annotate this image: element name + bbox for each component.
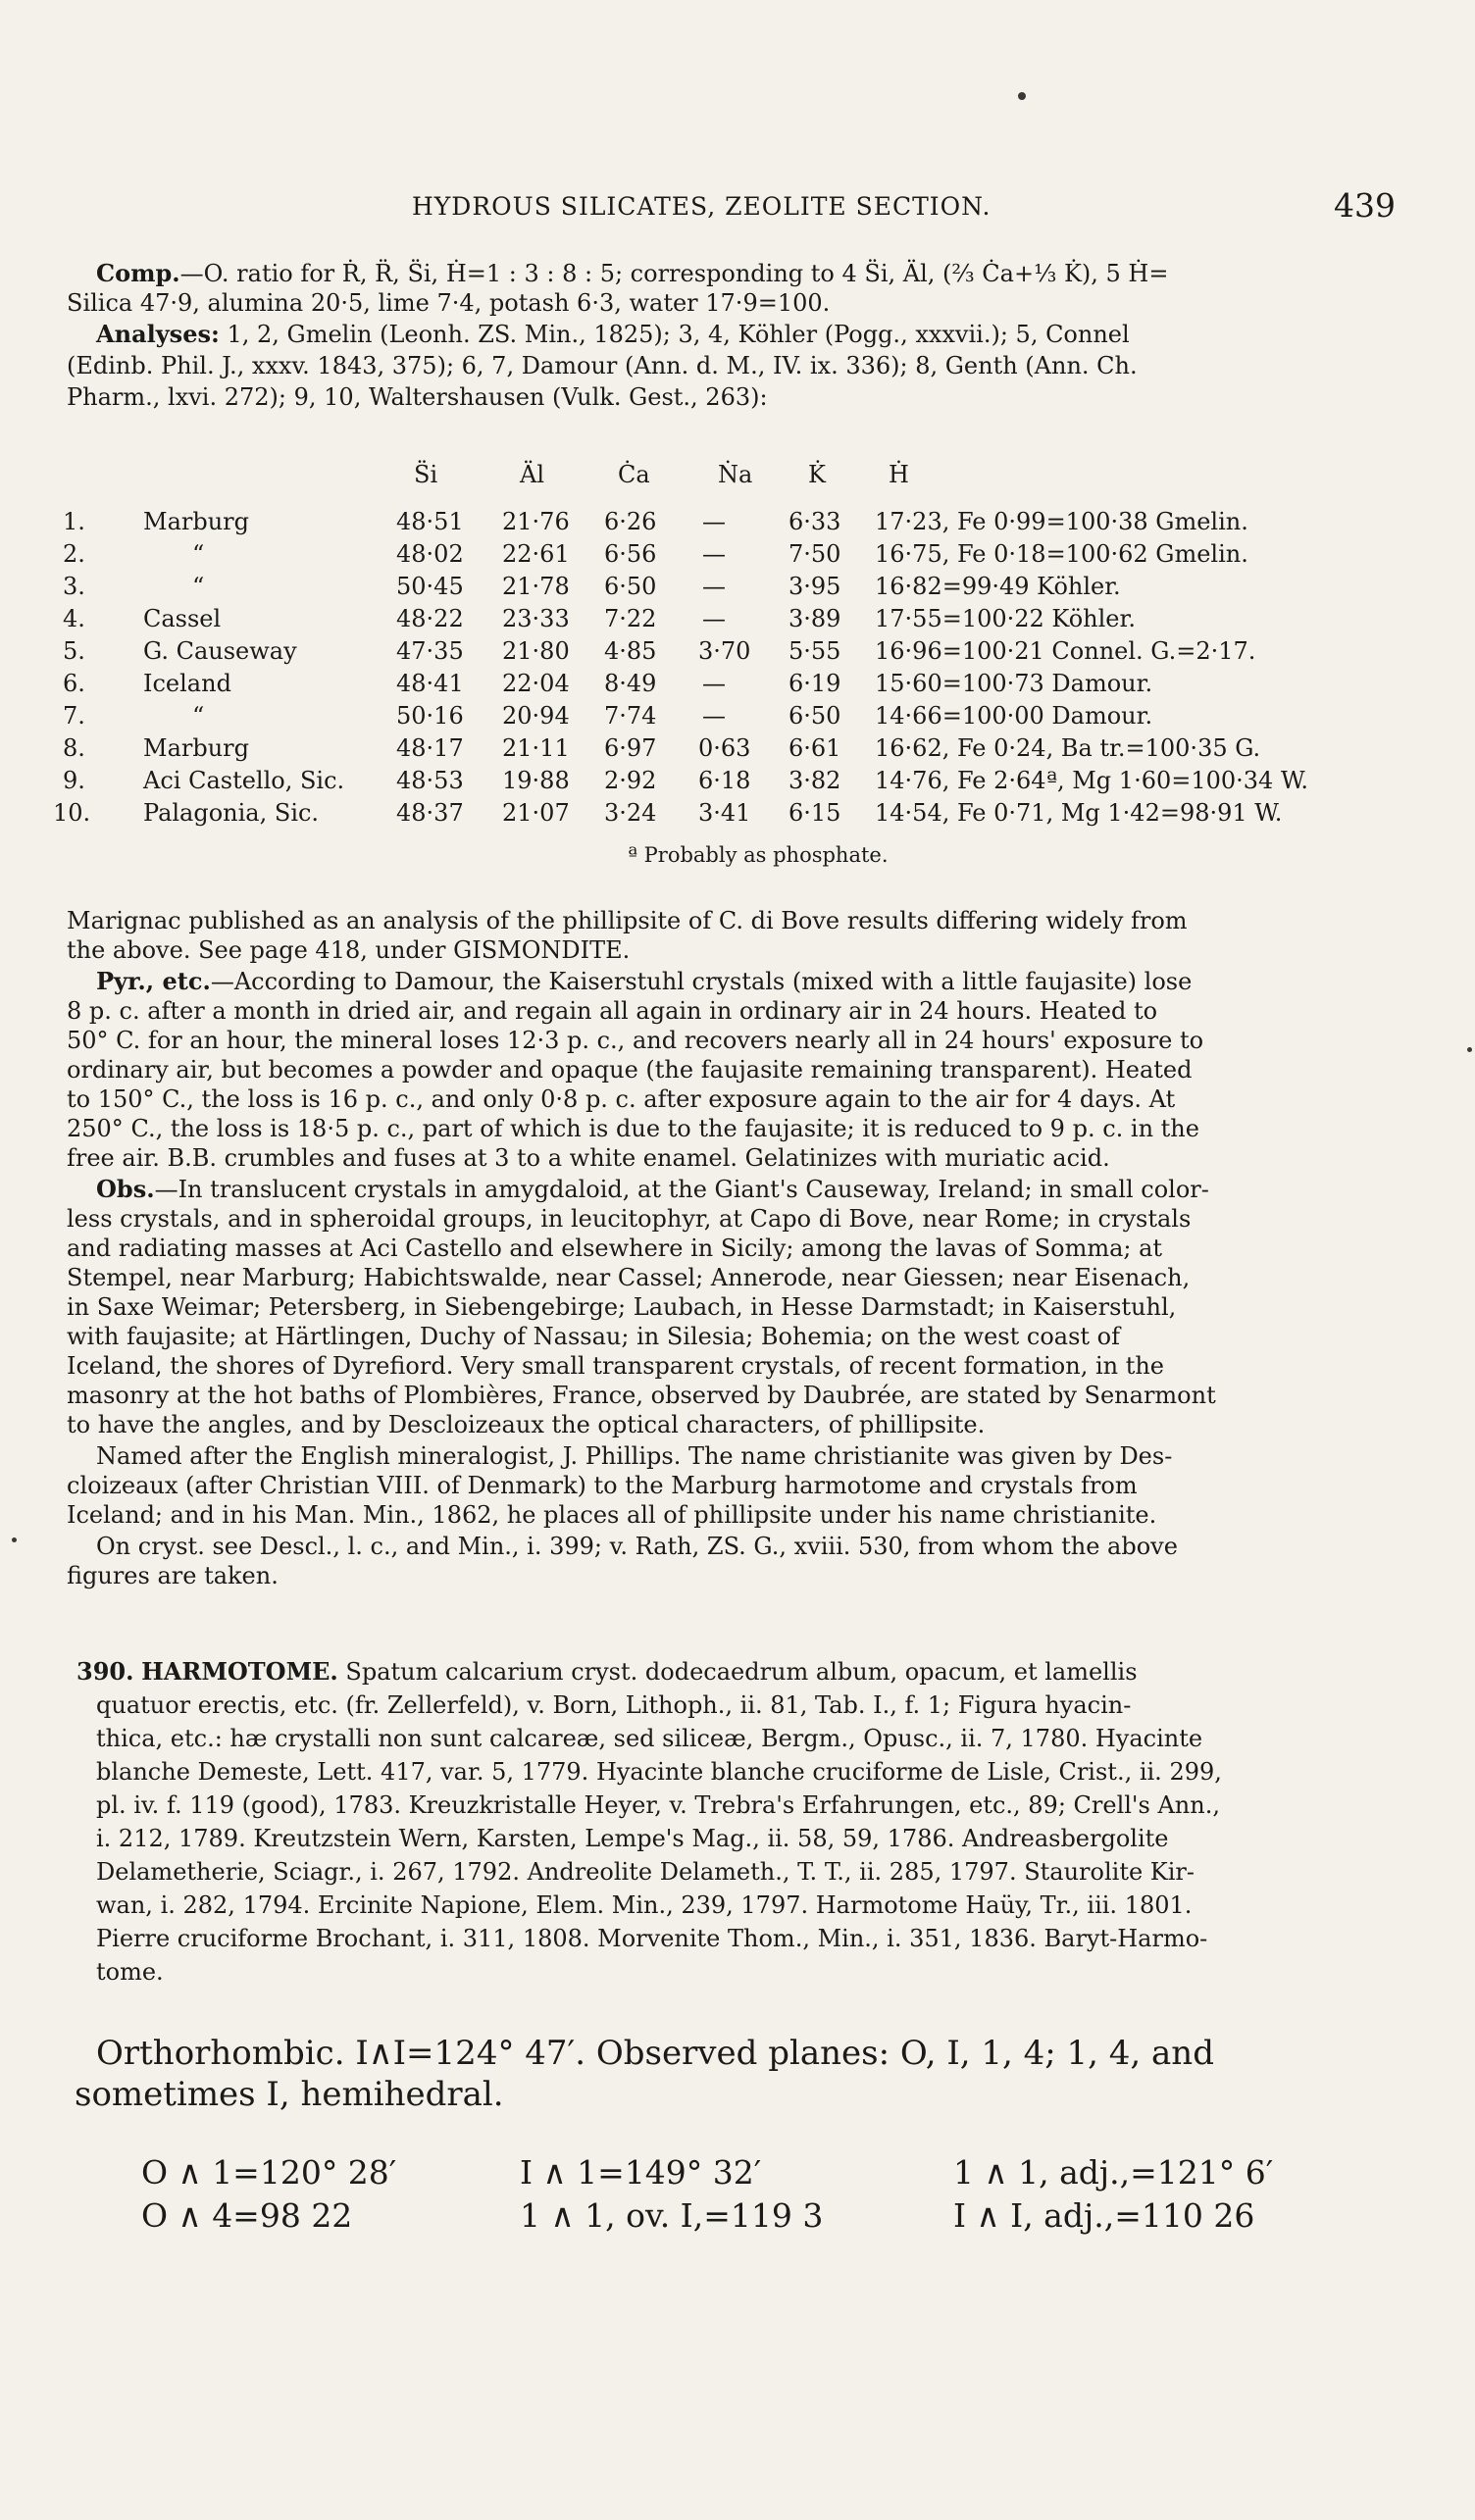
angle-value: 1 ∧ 1, ov. I,=119 3 <box>520 2196 824 2235</box>
pyr-line-7: free air. B.B. crumbles and fuses at 3 to a white enamel. Gelatinizes with muriatic acid. <box>67 1144 1110 1172</box>
harmotome-line-4: blanche Demeste, Lett. 417, var. 5, 1779. Hyacinte blanche cruciforme de Lisle, Crist., ii. 299, <box>96 1758 1222 1786</box>
running-title: HYDROUS SILICATES, ZEOLITE SECTION. <box>412 192 992 221</box>
pyr-line-2: 8 p. c. after a month in dried air, and regain all again in ordinary air in 24 hours. Heated to <box>67 997 1158 1025</box>
ink-speck <box>1467 1047 1472 1052</box>
obs-line-4: Stempel, near Marburg; Habichtswalde, near Cassel; Annerode, near Giessen; near Eisenach, <box>67 1264 1191 1291</box>
comp-line-1: Comp.—O. ratio for Ṙ, R̈, S̈i, Ḣ=1 : 3 : 8 : 5; corresponding to 4 S̈i, Äl, (⅔ Ċa+⅓ K̇), 5 Ḣ= <box>96 259 1169 287</box>
page-number: 439 <box>1334 186 1396 225</box>
comp-line-2: Silica 47·9, alumina 20·5, lime 7·4, potash 6·3, water 17·9=100. <box>67 289 831 317</box>
pyr-line-1: Pyr., etc.—According to Damour, the Kaiserstuhl crystals (mixed with a little faujasite) lose <box>96 967 1193 995</box>
crystal-system-line-2: sometimes I, hemihedral. <box>75 2075 504 2114</box>
obs-line-9: to have the angles, and by Descloizeaux the optical characters, of phillipsite. <box>67 1411 986 1438</box>
col-head-h: Ḣ <box>889 461 909 488</box>
harmotome-line-3: thica, etc.: hæ crystalli non sunt calcareæ, sed siliceæ, Bergm., Opusc., ii. 7, 1780. Hyacinte <box>96 1725 1203 1752</box>
pyr-line-4: ordinary air, but becomes a powder and opaque (the faujasite remaining transparent). Heated <box>67 1056 1193 1084</box>
harmotome-line-6: i. 212, 1789. Kreutzstein Wern, Karsten, Lempe's Mag., ii. 58, 59, 1786. Andreasbergolite <box>96 1825 1169 1852</box>
named-line-2: cloizeaux (after Christian VIII. of Denmark) to the Marburg harmotome and crystals from <box>67 1472 1138 1499</box>
angle-value: I ∧ 1=149° 32′ <box>520 2153 762 2192</box>
pyr-line-6: 250° C., the loss is 18·5 p. c., part of which is due to the faujasite; it is reduced to 9 p. c. in the <box>67 1115 1199 1142</box>
page-header <box>0 186 1475 226</box>
comp-label: Comp. <box>96 259 180 287</box>
angle-value: O ∧ 1=120° 28′ <box>141 2153 397 2192</box>
named-line-1: Named after the English mineralogist, J. Phillips. The name christianite was given by Des- <box>96 1442 1173 1470</box>
analyses-line-1: Analyses: 1, 2, Gmelin (Leonh. ZS. Min., 1825); 3, 4, Köhler (Pogg., xxxvii.); 5, Connel <box>96 320 1130 348</box>
obs-line-8: masonry at the hot baths of Plombières, France, observed by Daubrée, are stated by Senarmont <box>67 1382 1216 1409</box>
pyr-line-3: 50° C. for an hour, the mineral loses 12·3 p. c., and recovers nearly all in 24 hours' exposure to <box>67 1027 1204 1054</box>
obs-line-2: less crystals, and in spheroidal groups, in leucitophyr, at Capo di Bove, near Rome; in crystals <box>67 1205 1192 1233</box>
marignac-line-1: Marignac published as an analysis of the phillipsite of C. di Bove results differing widely from <box>67 907 1188 934</box>
table-row: 1. Marburg 48·51 21·76 6·26 — 6·33 17·23, Fe 0·99=100·38 Gmelin. <box>63 508 1248 535</box>
obs-line-7: Iceland, the shores of Dyrefiord. Very small transparent crystals, of recent formation, in the <box>67 1352 1165 1380</box>
harmotome-line-7: Delametherie, Sciagr., i. 267, 1792. Andreolite Delameth., T. T., ii. 285, 1797. Staurolite Kir- <box>96 1858 1195 1886</box>
table-row: 4. Cassel 48·22 23·33 7·22 — 3·89 17·55=100·22 Köhler. <box>63 605 1136 632</box>
harmotome-line-10: tome. <box>96 1958 164 1986</box>
oncryst-line-1: On cryst. see Descl., l. c., and Min., i. 399; v. Rath, ZS. G., xviii. 530, from whom the above <box>96 1533 1178 1560</box>
angle-value: I ∧ I, adj.,=110 26 <box>953 2196 1255 2235</box>
table-row: 7. “ 50·16 20·94 7·74 — 6·50 14·66=100·00 Damour. <box>63 702 1153 730</box>
col-head-na: Ṅa <box>718 461 753 488</box>
entry-number: 390. <box>76 1657 134 1686</box>
pyr-line-5: to 150° C., the loss is 16 p. c., and only 0·8 p. c. after exposure again to the air for 4 days. At <box>67 1085 1176 1113</box>
col-head-k: K̇ <box>808 461 826 488</box>
obs-line-1: Obs.—In translucent crystals in amygdaloid, at the Giant's Causeway, Ireland; in small color- <box>96 1175 1209 1203</box>
oncryst-line-2: figures are taken. <box>67 1562 279 1589</box>
table-row: 3. “ 50·45 21·78 6·50 — 3·95 16·82=99·49 Köhler. <box>63 573 1121 600</box>
obs-line-5: in Saxe Weimar; Petersberg, in Siebengebirge; Laubach, in Hesse Darmstadt; in Kaiserstuhl, <box>67 1293 1177 1321</box>
analysis-table-header <box>0 461 1475 494</box>
table-footnote: ª Probably as phosphate. <box>628 843 889 867</box>
harmotome-line-5: pl. iv. f. 119 (good), 1783. Kreuzkristalle Heyer, v. Trebra's Erfahrungen, etc., 89; Crell's Ann., <box>96 1791 1220 1819</box>
analyses-line-3: Pharm., lxvi. 272); 9, 10, Waltershausen (Vulk. Gest., 263): <box>67 383 768 411</box>
table-row: 2. “ 48·02 22·61 6·56 — 7·50 16·75, Fe 0·18=100·62 Gmelin. <box>63 540 1248 568</box>
table-row: 5. G. Causeway 47·35 21·80 4·85 3·70 5·55 16·96=100·21 Connel. G.=2·17. <box>63 637 1256 665</box>
crystal-system-line-1: Orthorhombic. I∧I=124° 47′. Observed planes: O, I, 1, 4; 1, 4, and <box>96 2034 1214 2073</box>
analyses-line-2: (Edinb. Phil. J., xxxv. 1843, 375); 6, 7, Damour (Ann. d. M., IV. ix. 336); 8, Genth (Ann. Ch. <box>67 352 1138 379</box>
table-row: 8. Marburg 48·17 21·11 6·97 0·63 6·61 16·62, Fe 0·24, Ba tr.=100·35 G. <box>63 734 1261 762</box>
col-head-al: Äl <box>520 461 545 488</box>
harmotome-line-9: Pierre cruciforme Brochant, i. 311, 1808. Morvenite Thom., Min., i. 351, 1836. Baryt-Harmo- <box>96 1925 1208 1952</box>
table-row: 9. Aci Castello, Sic. 48·53 19·88 2·92 6·18 3·82 14·76, Fe 2·64ª, Mg 1·60=100·34 W. <box>63 767 1309 794</box>
obs-line-6: with faujasite; at Härtlingen, Duchy of Nassau; in Silesia; Bohemia; on the west coast of <box>67 1323 1120 1350</box>
obs-line-3: and radiating masses at Aci Castello and elsewhere in Sicily; among the lavas of Somma; at <box>67 1235 1163 1262</box>
ink-speck <box>12 1537 17 1542</box>
col-head-ca: Ċa <box>618 461 650 488</box>
harmotome-line-2: quatuor erectis, etc. (fr. Zellerfeld), v. Born, Lithoph., ii. 81, Tab. I., f. 1; Figura hyacin- <box>96 1691 1132 1719</box>
pyr-label: Pyr., etc. <box>96 967 211 995</box>
harmotome-line-8: wan, i. 282, 1794. Ercinite Napione, Elem. Min., 239, 1797. Harmotome Haüy, Tr., iii. 1801. <box>96 1891 1193 1919</box>
marignac-line-2: the above. See page 418, under GISMONDITE. <box>67 936 631 964</box>
named-line-3: Iceland; and in his Man. Min., 1862, he places all of phillipsite under his name christianite. <box>67 1501 1157 1529</box>
angle-value: O ∧ 4=98 22 <box>141 2196 353 2235</box>
col-head-si: S̈i <box>414 461 438 488</box>
table-row: 10. Palagonia, Sic. 48·37 21·07 3·24 3·41 6·15 14·54, Fe 0·71, Mg 1·42=98·91 W. <box>53 799 1283 827</box>
table-row: 6. Iceland 48·41 22·04 8·49 — 6·19 15·60=100·73 Damour. <box>63 670 1153 697</box>
ink-speck <box>1018 92 1026 100</box>
harmotome-line-1: 390. HARMOTOME. Spatum calcarium cryst. dodecaedrum album, opacum, et lamellis <box>76 1657 1138 1686</box>
obs-label: Obs. <box>96 1175 155 1203</box>
entry-title: HARMOTOME. <box>141 1657 338 1686</box>
angle-value: 1 ∧ 1, adj.,=121° 6′ <box>953 2153 1274 2192</box>
analyses-label: Analyses: <box>96 320 220 348</box>
